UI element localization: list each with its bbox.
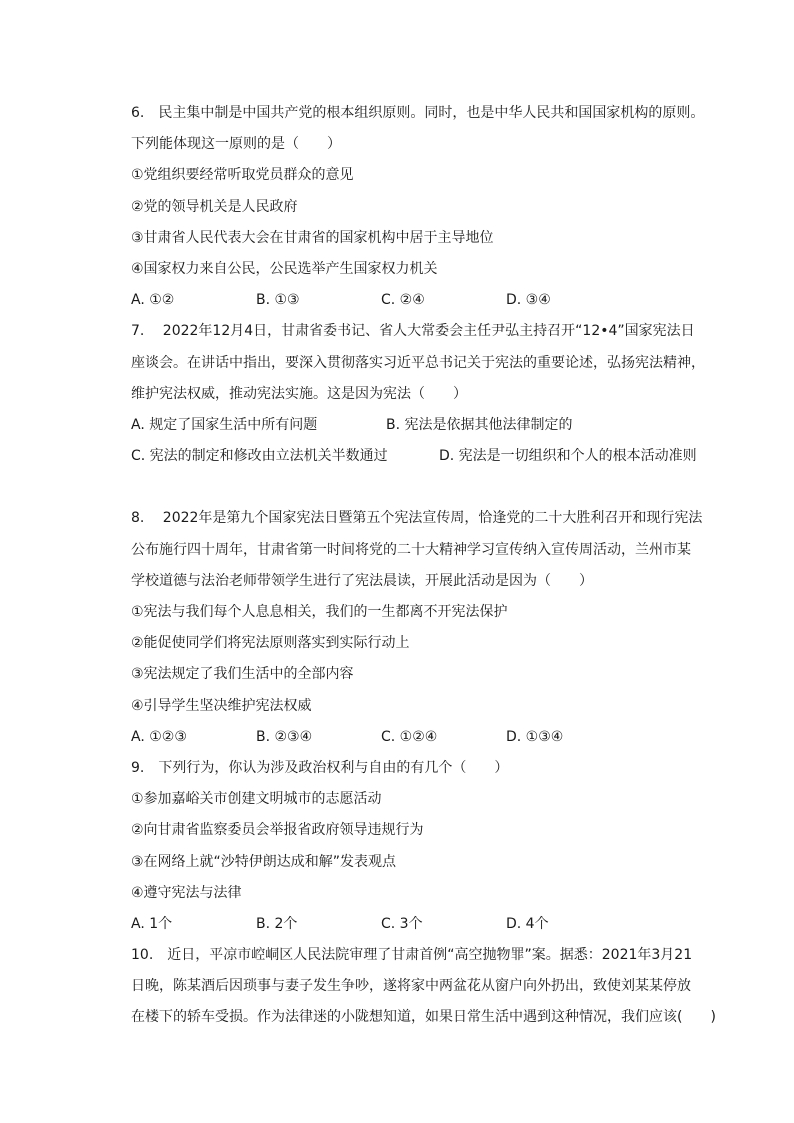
question-stem-line: 日晚，陈某酒后因琐事与妻子发生争吵，遂将家中两盆花从窗户向外扔出，致使刘某某停放 <box>131 978 691 995</box>
question-stem-line: 学校道德与法治老师带领学生进行了宪法晨读，开展此活动是因为（ ） <box>131 572 593 589</box>
statement-item: ②能促使同学们将宪法原则落实到实际行动上 <box>131 635 410 652</box>
question-stem-line: 下列能体现这一原则的是（ ） <box>131 136 341 153</box>
statement-item: ①党组织要经常听取党员群众的意见 <box>131 167 354 184</box>
statement-item: ③宪法规定了我们生活中的全部内容 <box>131 666 354 683</box>
option-d <box>439 441 713 472</box>
option-d: D. ③④ <box>506 292 551 309</box>
question-10 <box>131 940 716 1034</box>
statement-item: ①宪法与我们每个人息息相关，我们的一生都离不开宪法保护 <box>131 604 508 621</box>
option-b: B. 宪法是依据其他法律制定的 <box>386 416 573 433</box>
option-c: C. ①②④ <box>381 728 438 745</box>
option-a: A. 规定了国家生活中所有问题 <box>131 416 318 433</box>
answer-options <box>131 722 711 753</box>
answer-options <box>131 909 711 940</box>
statement-item: ④引导学生坚决维护宪法权威 <box>131 697 312 714</box>
option-c: C. ②④ <box>381 292 425 309</box>
statement-item: ④遵守宪法与法律 <box>131 884 242 901</box>
option-d: D. ①③④ <box>506 728 564 745</box>
question-stem-line: 在楼下的轿车受损。作为法律迷的小陇想知道，如果日常生活中遇到这种情况，我们应该( ) <box>131 1009 716 1026</box>
answer-options <box>131 285 711 316</box>
question-7 <box>131 316 711 503</box>
question-stem-line: 维护宪法权威，推动宪法实施。这是因为宪法（ ） <box>131 385 467 402</box>
question-6 <box>131 98 711 316</box>
option-b: B. ②③④ <box>256 728 313 745</box>
answer-options <box>131 441 711 503</box>
option-a: A. ①② <box>131 292 175 309</box>
statement-item: ③甘肃省人民代表大会在甘肃省的国家机构中居于主导地位 <box>131 229 494 246</box>
question-stem-line: 7. 2022年12月4日，甘肃省委书记、省人大常委会主任尹弘主持召开“12•4”国家宪法日 <box>131 323 695 340</box>
statement-item: ②党的领导机关是人民政府 <box>131 198 298 215</box>
question-list <box>131 98 716 1034</box>
statement-item: ①参加嘉峪关市创建文明城市的志愿活动 <box>131 791 382 808</box>
answer-options <box>131 410 711 441</box>
question-stem-line: 9. 下列行为，你认为涉及政治权利与自由的有几个（ ） <box>131 759 509 776</box>
question-stem-line: 10. 近日，平凉市崆峒区人民法院审理了甘肃首例“高空抛物罪”案。据悉：2021年3月21 <box>131 947 693 964</box>
statement-item: ②向甘肃省监察委员会举报省政府领导违规行为 <box>131 822 424 839</box>
option-b: B. ①③ <box>256 292 300 309</box>
option-c: C. 宪法的制定和修改由立法机关半数通过 <box>131 448 388 465</box>
question-stem-line: 8. 2022年是第九个国家宪法日暨第五个宪法宣传周，恰逢党的二十大胜利召开和现行宪法 <box>131 510 703 527</box>
option-d: D. 4个 <box>506 915 549 932</box>
question-stem-line: 6. 民主集中制是中国共产党的根本组织原则。同时，也是中华人民共和国国家机构的原则。 <box>131 105 705 121</box>
statement-item: ④国家权力来自公民，公民选举产生国家权力机关 <box>131 260 438 277</box>
option-d-text: D. 宪法是一切组织和个人的根本活动准则 <box>439 448 697 465</box>
option-a: A. ①②③ <box>131 728 187 745</box>
question-stem-line: 座谈会。在讲话中指出，要深入贯彻落实习近平总书记关于宪法的重要论述，弘扬宪法精神， <box>131 354 705 371</box>
option-b: B. 2个 <box>256 915 298 932</box>
question-9 <box>131 753 711 940</box>
statement-item: ③在网络上就“沙特伊朗达成和解”发表观点 <box>131 853 397 870</box>
option-c: C. 3个 <box>381 915 423 932</box>
question-stem-line: 公布施行四十周年，甘肃省第一时间将党的二十大精神学习宣传纳入宣传周活动，兰州市某 <box>131 541 691 558</box>
question-8 <box>131 503 711 753</box>
option-a: A. 1个 <box>131 915 173 932</box>
